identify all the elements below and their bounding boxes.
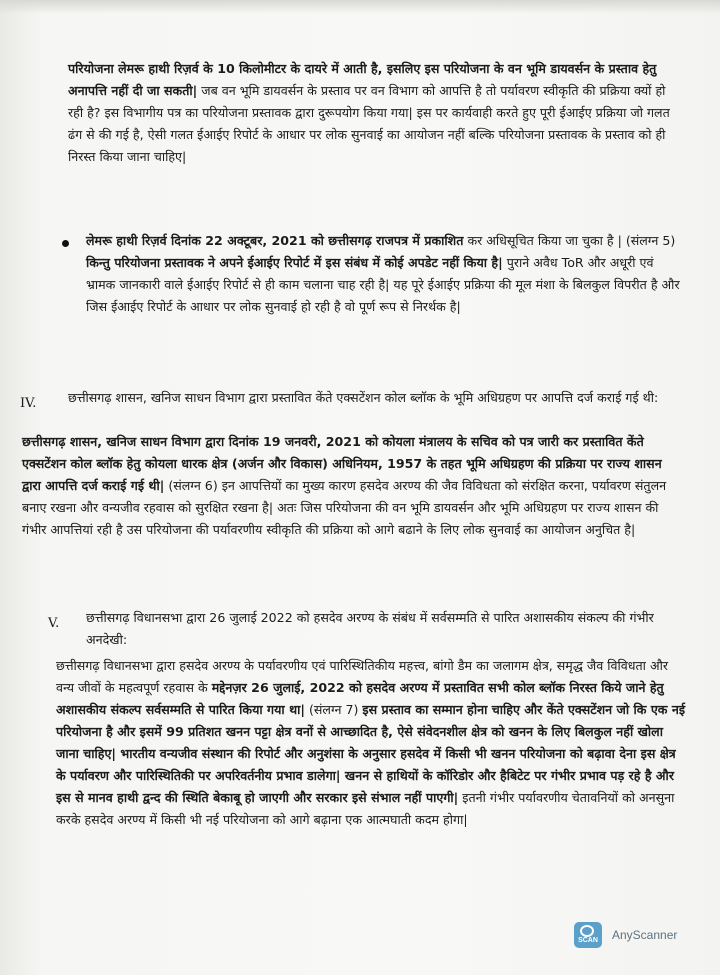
section-v-bold-part-2: इस प्रस्ताव का सम्मान होना चाहिए और केंते एक्सटेंशन जो कि एक नई परियोजना है और इसमें 99 प्रतिशत खनन पट्टा क्षेत्र वनों से आच्छादित है, ऐसे संवेदनशील क्षेत्र को खनन के लिए बिलकुल नहीं खोला जाना चाहिए| भारतीय वन्यजीव संस्थान की रिपोर्ट और अनुशंसा के अनुसार हसदेव में किसी भी खनन परियोजना को बढ़ावा देना इस क्षेत्र के पर्यावरण और पारिस्थितिकी पर अपरिवर्तनीय प्रभाव डालेगा| खनन से हाथियों के कॉरिडोर और हैबिटेट पर गंभीर प्रभाव पड़ रहे है और इस से मानव हाथी द्वन्द की स्थिति बेकाबू हो जाएगी और सरकार इसे संभाल नहीं पाएगी| [56, 702, 686, 805]
section-iv-bold-part: छत्तीसगढ़ शासन, खनिज साधन विभाग द्वारा दिनांक 19 जनवरी, 2021 को कोयला मंत्रालय के सचिव को पत्र जारी कर प्रस्तावित केंते एक्सटेंशन कोल ब्लॉक हेतु कोयला धारक क्षेत्र (अर्जन और विकास) अधिनियम, 1957 के तहत भूमि अधिग्रहण की प्रक्रिया पर राज्य शासन द्वारा आपत्ति दर्ज कराई गई थी| [22, 434, 662, 493]
bullet-icon [62, 240, 69, 247]
section-v-normal-part-3: इतनी गंभीर पर्यावरणीय चेतावनियों को अनसुना करके हसदेव अरण्य में किसी भी नई परियोजना को आगे बढ़ाना एक आत्मघाती कदम होगा| [56, 790, 675, 827]
page-top-shadow [0, 0, 720, 14]
scanner-logo-text: SCAN [578, 937, 598, 944]
bullet-bold-part-2: किन्तु परियोजना प्रस्तावक ने अपने ईआईए रिपोर्ट में इस संबंध में कोई अपडेट नहीं किया है| [86, 255, 503, 270]
bullet-bold-part-1: लेमरू हाथी रिज़र्व दिनांक 22 अक्टूबर, 2021 को छत्तीसगढ़ राजपत्र में प्रकाशित [86, 233, 464, 248]
scanner-brand-watermark: AnyScanner [612, 928, 678, 942]
section-v-body [56, 655, 688, 831]
scanner-logo-icon [574, 922, 602, 948]
section-v-bold-part-1: मद्देनज़र 26 जुलाई, 2022 को हसदेव अरण्य में प्रस्तावित सभी कोल ब्लॉक निरस्त किये जाने हेतु अशासकीय संकल्प सर्वसम्मति से पारित किया गया था| [56, 680, 664, 717]
section-v-heading: छत्तीसगढ़ विधानसभा द्वारा 26 जुलाई 2022 को हसदेव अरण्य के संबंध में सर्वसम्मति से पारित अशासकीय संकल्प की गंभीर अनदेखी: [86, 610, 654, 647]
bullet-normal-part-1: कर अधिसूचित किया जा चुका है | (संलग्न 5) [463, 233, 676, 248]
section-iv-marker: IV. [20, 396, 37, 411]
section-iv-heading: छत्तीसगढ़ शासन, खनिज साधन विभाग द्वारा प्रस्तावित केंते एक्सटेंशन कोल ब्लॉक के भूमि अधिग्रहण पर आपत्ति दर्ज कराई गई थी: [68, 390, 659, 405]
section-v-marker: V. [48, 616, 60, 631]
section-iv-body [22, 431, 682, 541]
bullet-normal-part-2: पुराने अवैध ToR और अधूरी एवं भ्रामक जानकारी वाले ईआईए रिपोर्ट से ही काम चलाना चाह रही है| यह पूरे ईआईए प्रक्रिया की मूल मंशा के बिलकुल विपरीत है और जिस ईआईए रिपोर्ट के आधार पर लोक सुनवाई हो रही है वो पूर्ण रूप से निरर्थक है| [86, 255, 680, 314]
section-v-normal-part-1: छत्तीसगढ़ विधानसभा द्वारा हसदेव अरण्य के पर्यावरणीय एवं पारिस्थितिकीय महत्त्व, बांगो डैम का जलागम क्षेत्र, समृद्ध जैव विविधता और वन्य जीवों के महत्वपूर्ण रहवास के [56, 658, 668, 695]
section-iv-normal-part: (संलग्न 6) इन आपत्तियों का मुख्य कारण हसदेव अरण्य की जैव विविधता को संरक्षित करना, पर्यावरण संतुलन बनाए रखना और वन्यजीव रहवास को सुरक्षित रखना है| अतः जिस परियोजना की वन भूमि डायवर्सन और भूमि अधिग्रहण पर राज्य शासन की गंभीर आपत्तियां रही है उस परियोजना की पर्यावरणीय स्वीकृति की प्रक्रिया को आगे बढाने के लिए लोक सुनवाई का आयोजन अनुचित है| [22, 478, 667, 537]
paragraph-lemru-objection [68, 58, 678, 168]
paragraph-bold-part: परियोजना लेमरू हाथी रिज़र्व के 10 किलोमीटर के दायरे में आती है, इसलिए इस परियोजना के वन भूमि डायवर्सन के प्रस्ताव हेतु अनापत्ति नहीं दी जा सकती| [68, 61, 657, 98]
section-v-normal-part-2: (संलग्न 7) [304, 702, 363, 717]
bullet-lemru-gazette [86, 230, 686, 318]
paragraph-normal-part: जब वन भूमि डायवर्सन के प्रस्ताव पर वन विभाग को आपत्ति है तो पर्यावरण स्वीकृति की प्रक्रिया क्यों हो रही है? इस विभागीय पत्र का परियोजना प्रस्तावक द्वारा दुरूपयोग किया गया| इस पर कार्यवाही करते हुए पूरी ईआईए प्रक्रिया जो गलत ढंग से की गई है, ऐसी गलत ईआईए रिपोर्ट के आधार पर लोक सुनवाई का आयोजन नहीं बल्कि परियोजना प्रस्तावक के प्रस्ताव को ही निरस्त किया जाना चाहिए| [68, 83, 670, 164]
